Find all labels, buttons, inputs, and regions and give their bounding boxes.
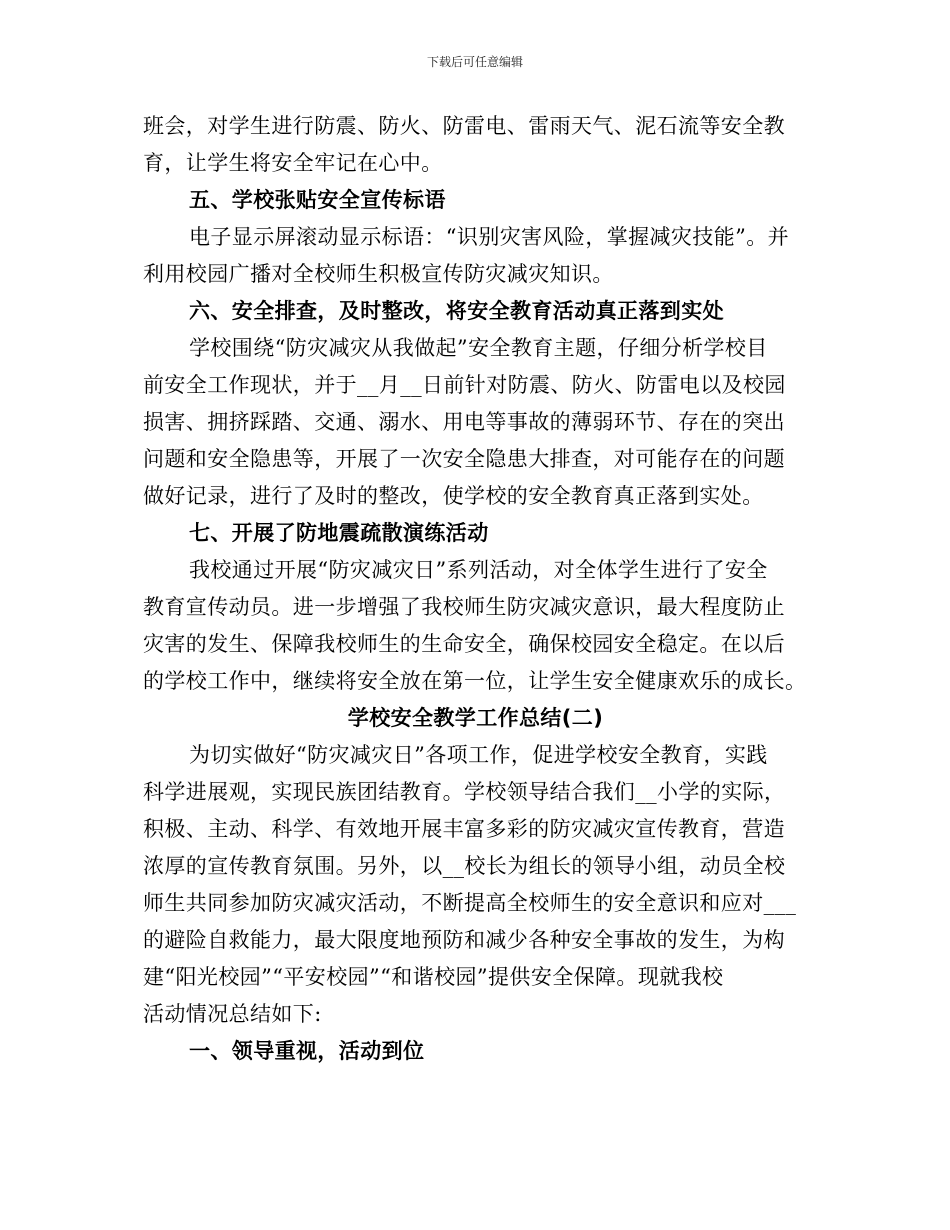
section-heading: 六、安全排查，及时整改，将安全教育活动真正落到实处: [189, 299, 724, 323]
paragraph-line: 的避险自救能力，最大限度地预防和减少各种安全事故的发生，为构: [143, 928, 785, 952]
document-title: 学校安全教学工作总结(二): [347, 706, 604, 730]
paragraph-line: 浓厚的宣传教育氛围。另外，以__校长为组长的领导小组，动员全校: [143, 854, 786, 878]
paragraph-line: 电子显示屏滚动显示标语：“识别灾害风险，掌握减灾技能”。并: [189, 225, 790, 249]
section-heading: 五、学校张贴安全宣传标语: [189, 188, 446, 212]
paragraph-line: 科学进展观，实现民族团结教育。学校领导结合我们__小学的实际，: [143, 780, 786, 804]
paragraph-line: 学校围绕“防灾减灾从我做起”安全教育主题，仔细分析学校目: [189, 336, 768, 360]
section-heading: 一、领导重视，活动到位: [189, 1039, 425, 1063]
paragraph-line: 育，让学生将安全牢记在心中。: [143, 151, 443, 175]
paragraph-line: 灾害的发生、保障我校师生的生命安全，确保校园安全稳定。在以后: [143, 632, 785, 656]
paragraph-line: 前安全工作现状，并于__月__日前针对防震、防火、防雷电以及校园: [143, 373, 786, 397]
header-note: 下载后可任意编辑: [426, 55, 523, 69]
paragraph-line: 积极、主动、科学、有效地开展丰富多彩的防灾减灾宣传教育，营造: [143, 817, 785, 841]
paragraph-line: 问题和安全隐患等，开展了一次安全隐患大排查，对可能存在的问题: [143, 447, 785, 471]
paragraph-line: 我校通过开展“防灾减灾日”系列活动，对全体学生进行了安全: [189, 558, 768, 582]
paragraph-line: 班会，对学生进行防震、防火、防雷电、雷雨天气、泥石流等安全教: [143, 114, 785, 138]
paragraph-line: 的学校工作中，继续将安全放在第一位，让学生安全健康欢乐的成长。: [143, 669, 807, 693]
section-heading: 七、开展了防地震疏散演练活动: [189, 521, 489, 545]
document-body: [143, 108, 808, 1070]
paragraph-line: 损害、拥挤踩踏、交通、溺水、用电等事故的薄弱环节、存在的突出: [143, 410, 785, 434]
paragraph-line: 建“阳光校园”“平安校园”“和谐校园”提供安全保障。现就我校: [143, 965, 724, 989]
paragraph-line: 教育宣传动员。进一步增强了我校师生防灾减灾意识，最大程度防止: [143, 595, 785, 619]
paragraph-line: 做好记录，进行了及时的整改，使学校的安全教育真正落到实处。: [143, 484, 764, 508]
paragraph-line: 师生共同参加防灾减灾活动，不断提高全校师生的安全意识和应对___: [143, 891, 797, 915]
paragraph-line: 活动情况总结如下:: [143, 1002, 322, 1026]
paragraph-line: 利用校园广播对全校师生积极宣传防灾减灾知识。: [143, 262, 614, 286]
paragraph-line: 为切实做好“防灾减灾日”各项工作，促进学校安全教育，实践: [189, 743, 768, 767]
